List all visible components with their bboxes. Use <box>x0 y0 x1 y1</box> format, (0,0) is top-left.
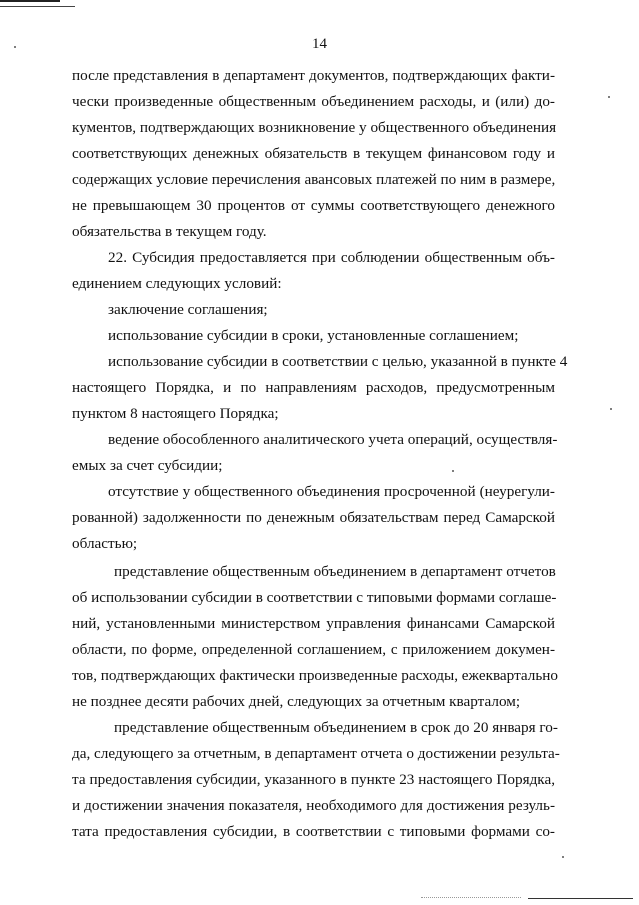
text-line: после представления в департамент документов, подтверждающих факти- <box>72 67 555 84</box>
text-line: соответствующих денежных обязательств в текущем финансовом году и <box>72 145 555 162</box>
page-number: 14 <box>312 36 327 52</box>
text-line: чески произведенные общественным объединением расходы, и (или) до- <box>72 93 555 110</box>
text-line: области, по форме, определенной соглашением, с приложением докумен- <box>72 641 555 658</box>
text-line: настоящего Порядка, и по направлениям расходов, предусмотренным <box>72 379 555 396</box>
text-line: тата предоставления субсидии, в соответствии с типовыми формами со- <box>72 823 555 840</box>
list-item: ведение обособленного аналитического учета операций, осуществля- <box>108 431 558 448</box>
text-line: и достижении значения показателя, необходимого для достижения резуль- <box>72 797 555 814</box>
scan-footer-rule <box>528 898 633 899</box>
text-line: ний, установленными министерством управления финансами Самарской <box>72 615 555 632</box>
list-item: представление общественным объединением в срок до 20 января го- <box>114 719 558 736</box>
scan-speck <box>610 408 612 410</box>
list-item: отсутствие у общественного объединения просроченной (неурегули- <box>108 483 555 500</box>
list-item: использование субсидии в соответствии с целью, указанной в пункте 4 <box>108 353 568 370</box>
scan-edge-mark-secondary <box>0 6 75 7</box>
text-line: единением следующих условий: <box>72 275 282 292</box>
text-line: обязательства в текущем году. <box>72 223 267 240</box>
list-item: представление общественным объединением в департамент отчетов <box>114 563 556 580</box>
text-line: рованной) задолженности по денежным обязательствам перед Самарской <box>72 509 555 526</box>
scan-edge-mark <box>0 0 60 2</box>
text-line: да, следующего за отчетным, в департамент отчета о достижении результа- <box>72 745 560 762</box>
text-line: емых за счет субсидии; <box>72 457 223 474</box>
text-line: та предоставления субсидии, указанного в пункте 23 настоящего Порядка, <box>72 771 555 788</box>
scan-speck <box>608 96 610 98</box>
scan-footer-mark <box>421 897 521 900</box>
text-line: не позднее десяти рабочих дней, следующих за отчетным кварталом; <box>72 693 521 710</box>
text-line: содержащих условие перечисления авансовых платежей по ним в размере, <box>72 171 556 188</box>
scan-speck <box>562 856 564 858</box>
text-line: областью; <box>72 535 138 552</box>
text-line: кументов, подтверждающих возникновение у общественного объединения <box>72 119 557 136</box>
text-line: тов, подтверждающих фактически произведенные расходы, ежеквартально <box>72 667 558 684</box>
text-line: не превышающем 30 процентов от суммы соответствующего денежного <box>72 197 555 214</box>
list-item: заключение соглашения; <box>108 301 268 318</box>
section-heading-line: 22. Субсидия предоставляется при соблюдении общественным объ- <box>108 249 555 266</box>
text-line: об использовании субсидии в соответствии с типовыми формами соглаше- <box>72 589 557 606</box>
text-line: пунктом 8 настоящего Порядка; <box>72 405 279 422</box>
list-item: использование субсидии в сроки, установленные соглашением; <box>108 327 519 344</box>
